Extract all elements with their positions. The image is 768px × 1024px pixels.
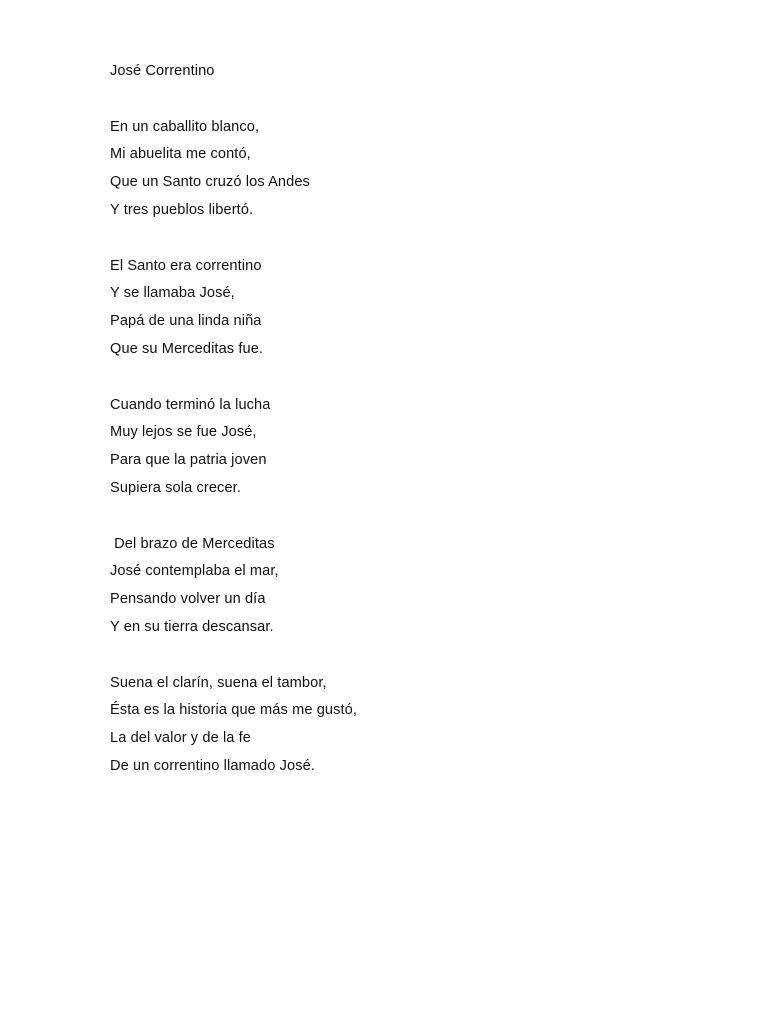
poem-line: Papá de una linda niña (110, 313, 262, 330)
poem-line: Que un Santo cruzó los Andes (110, 174, 310, 191)
poem-line: La del valor y de la fe (110, 730, 252, 747)
stanza-3 (110, 392, 710, 503)
poem-line: Cuando terminó la lucha (110, 396, 271, 413)
poem-line: Pensando volver un día (110, 591, 266, 608)
poem-line: Supiera sola crecer. (110, 479, 241, 496)
stanza-2 (110, 253, 710, 364)
poem-line: Suena el clarín, suena el tambor, (110, 674, 327, 691)
poem-line: En un caballito blanco, (110, 118, 260, 135)
poem-line: Y tres pueblos libertó. (110, 201, 254, 218)
poem-line: Que su Merceditas fue. (110, 340, 264, 357)
poem-line: Y en su tierra descansar. (110, 618, 274, 635)
stanza-4 (110, 531, 710, 642)
poem-line: Del brazo de Merceditas (110, 535, 275, 552)
poem-line: Para que la patria joven (110, 452, 267, 469)
poem-line: Ésta es la historia que más me gustó, (110, 702, 358, 719)
stanza-1 (110, 114, 710, 225)
poem-title: José Correntino (110, 63, 215, 79)
poem-line: Muy lejos se fue José, (110, 424, 257, 441)
poem-line: De un correntino llamado José. (110, 757, 315, 774)
poem-line: El Santo era correntino (110, 257, 262, 274)
poem (110, 58, 710, 809)
poem-line: Mi abuelita me contó, (110, 146, 251, 163)
poem-line: José contemplaba el mar, (110, 563, 279, 580)
poem-line: Y se llamaba José, (110, 285, 235, 302)
stanza-5 (110, 670, 710, 781)
